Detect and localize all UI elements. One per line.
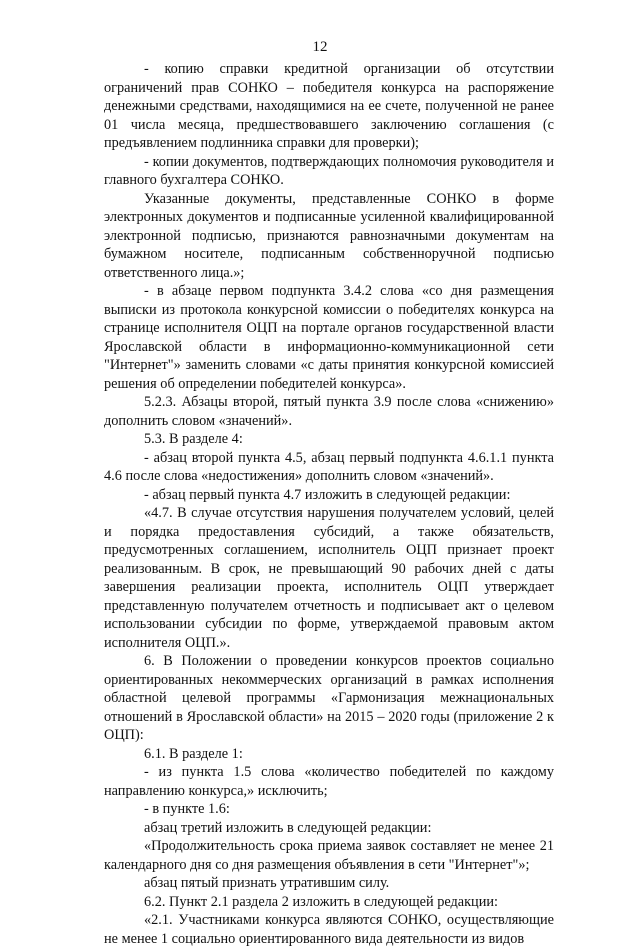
paragraph-clause-1-5: - из пункта 1.5 слова «количество победителей по каждому направлению конкурса,» исключить;: [104, 764, 554, 799]
paragraph-section-6: 6. В Положении о проведении конкурсов проектов социально ориентированных некоммерческих организаций в рамках исполнения областной целевой программы «Гармонизация межнациональных отношений в Ярославской области» на 2015 – 2020 годы (приложение 2 к ОЦП):: [104, 653, 554, 743]
paragraph-bank-certificate: - копию справки кредитной организации об отсутствии ограничений прав СОНКО – победителя конкурса на распоряжение денежными средствами, находящимися на ее счете, полученной не ранее 01 числа месяца, предшествовавшего заключению соглашения (с предъявлением подлинника справки для проверки);: [104, 61, 554, 151]
paragraph-electronic-documents: Указанные документы, представленные СОНКО в форме электронных документов и подписанные усиленной квалифицированной электронной подписью, признаются равнозначными документам на бумажном носителе, подписанным собственноручной подписью ответственного лица.»;: [104, 190, 554, 281]
page-number: 12: [312, 39, 328, 55]
paragraph-fifth-abzac: абзац пятый признать утратившим силу.: [144, 875, 390, 891]
paragraph-application-period: «Продолжительность срока приема заявок составляет не менее 21 календарного дня со дня размещения объявления в сети "Интернет"»;: [104, 838, 554, 873]
paragraph-clause-4-7-intro: - абзац первый пункта 4.7 изложить в следующей редакции:: [144, 486, 511, 503]
paragraph-clause-4-5: - абзац второй пункта 4.5, абзац первый подпункта 4.6.1.1 пункта 4.6 после слова «недостижения» дополнить словом «значений».: [104, 449, 554, 484]
paragraph-subclause-3-4-2: - в абзаце первом подпункта 3.4.2 слова «со дня размещения выписки из протокола конкурсной комиссии о победителях конкурса на странице исполнителя ОЦП на портале органов государственной власти Ярославской области в информационно-коммуникационной сети "Интернет"» заменить словами «с даты принятия конкурсной комиссией решения об определении победителей конкурса».: [104, 283, 554, 392]
paragraph-clause-1-6: - в пункте 1.6:: [144, 801, 230, 817]
paragraph-clause-4-7-text: «4.7. В случае отсутствия нарушения получателем условий, целей и порядка предоставления субсидий, а также обязательств, предусмотренных соглашением, исполнитель ОЦП признает проект реализованным. В срок, не превышающий 90 рабочих дней с даты завершения реализации проекта, исполнитель ОЦП утверждает представленную получателем отчетность и подписывает акт о целевом использовании субсидии по форме, утверждаемой правовым актом исполнителя ОЦП.».: [104, 505, 554, 651]
paragraph-third-abzac: абзац третий изложить в следующей редакции:: [144, 819, 432, 836]
paragraph-clause-2-1: «2.1. Участниками конкурса являются СОНКО, осуществляющие не менее 1 социально ориентированного вида деятельности из видов: [104, 912, 554, 947]
paragraph-5-2-3: 5.2.3. Абзацы второй, пятый пункта 3.9 после слова «снижению» дополнить словом «значений».: [104, 394, 554, 429]
document-body: [104, 60, 554, 948]
paragraph-5-3: 5.3. В разделе 4:: [144, 431, 243, 447]
paragraph-6-1: 6.1. В разделе 1:: [144, 745, 243, 762]
paragraph-6-2: 6.2. Пункт 2.1 раздела 2 изложить в следующей редакции:: [144, 893, 498, 910]
paragraph-authority-copies: - копии документов, подтверждающих полномочия руководителя и главного бухгалтера СОНКО.: [104, 153, 554, 188]
